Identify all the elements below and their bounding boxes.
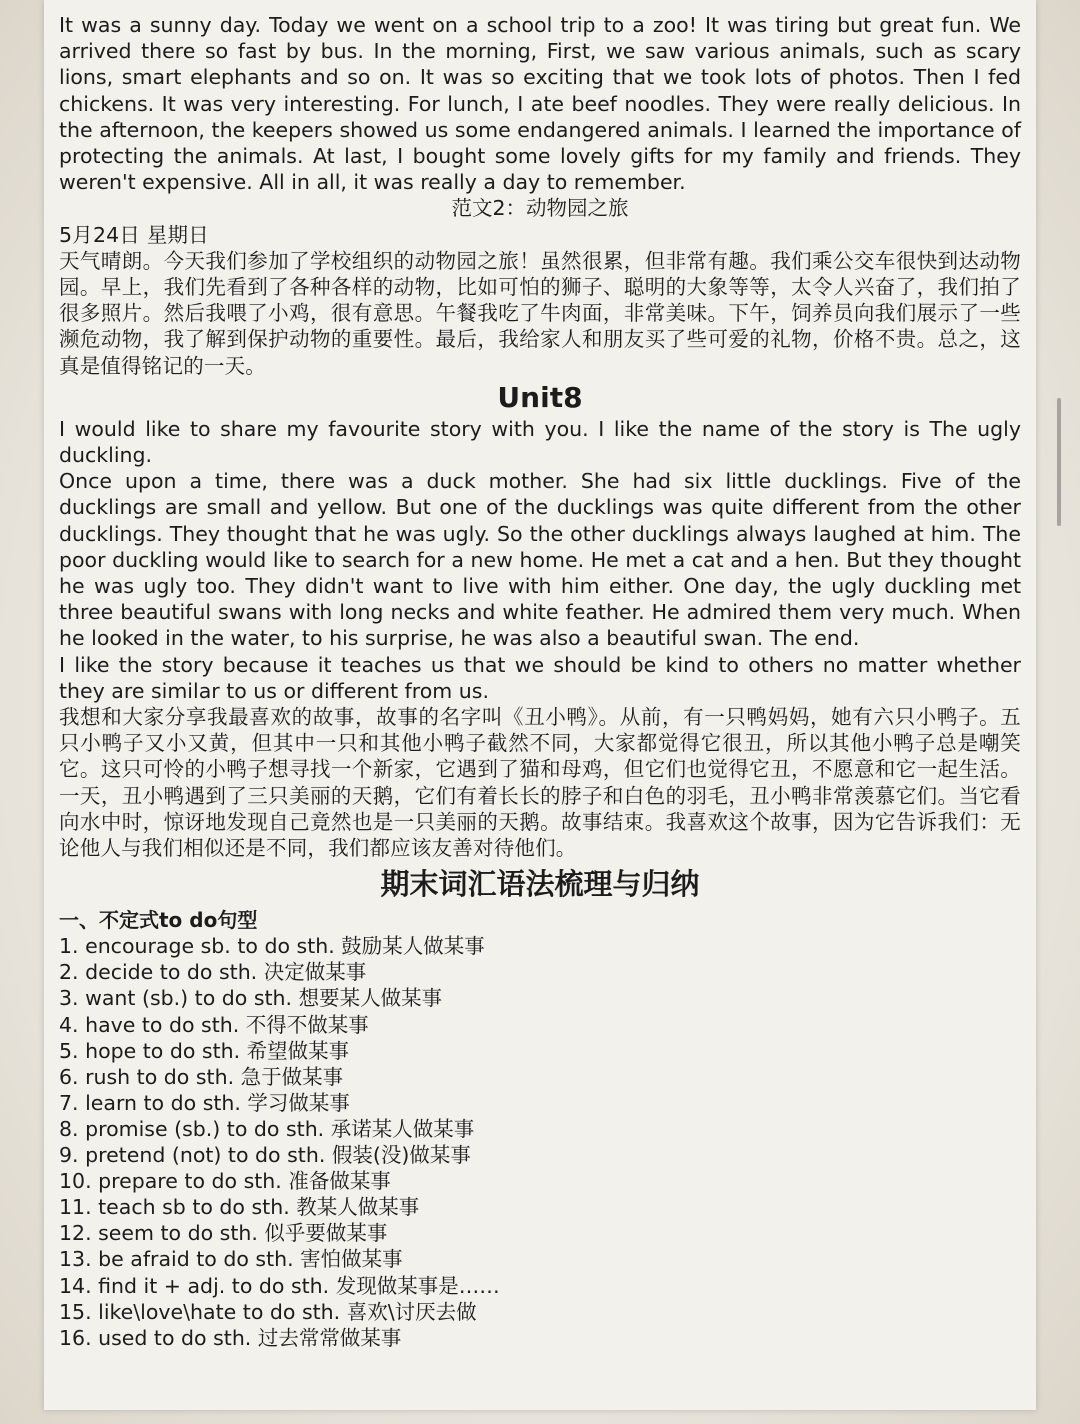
list-item: 16. used to do sth. 过去常常做某事: [59, 1325, 402, 1350]
zoo-trip-english-paragraph: It was a sunny day. Today we went on a school trip to a zoo! It was tiring but great fun. We arrived there so fast by bus. In the morning, First, we saw various animals, such as scary lions, smart elephants and so on. It was so exciting that we took lots of photos. Then I fed chickens. It was very interesting. For lunch, I ate beef noodles. They were really delicious. In the afternoon, the keepers showed us some endangered animals. I learned the importance of protecting the animals. At last, I bought some lovely gifts for my family and friends. They weren't expensive. All in all, it was really a day to remember.: [59, 13, 1021, 195]
list-item: 11. teach sb to do sth. 教某人做某事: [59, 1195, 420, 1220]
sample-2-title: 范文2：动物园之旅: [451, 196, 629, 221]
zoo-trip-chinese-paragraph: 天气晴朗。今天我们参加了学校组织的动物园之旅！虽然很累，但非常有趣。我们乘公交车很快到达动物园。早上，我们先看到了各种各样的动物，比如可怕的狮子、聪明的大象等等，太令人兴奋了，我们拍了很多照片。然后我喂了小鸡，很有意思。午餐我吃了牛肉面，非常美味。下午，饲养员向我们展示了一些濒危动物，我了解到保护动物的重要性。最后，我给家人和朋友买了些可爱的礼物，价格不贵。总之，这真是值得铭记的一天。: [59, 248, 1021, 378]
list-item: 10. prepare to do sth. 准备做某事: [59, 1169, 391, 1194]
sample-2-date: 5月24日 星期日: [59, 222, 209, 247]
list-item: 6. rush to do sth. 急于做某事: [59, 1064, 344, 1089]
document-page: [44, 0, 1036, 1410]
vertical-scrollbar[interactable]: [1057, 398, 1061, 526]
unit8-chinese-paragraph: 我想和大家分享我最喜欢的故事，故事的名字叫《丑小鸭》。从前，有一只鸭妈妈，她有六只小鸭子。五只小鸭子又小又黄，但其中一只和其他小鸭子截然不同，大家都觉得它很丑，所以其他小鸭子总是嘲笑它。这只可怜的小鸭子想寻找一个新家，它遇到了猫和母鸡，但它们也觉得它丑，不愿意和它一起生活。一天，丑小鸭遇到了三只美丽的天鹅，它们有着长长的脖子和白色的羽毛，丑小鸭非常羡慕它们。当它看向水中时，惊讶地发现自己竟然也是一只美丽的天鹅。故事结束。我喜欢这个故事，因为它告诉我们：无论他人与我们相似还是不同，我们都应该友善对待他们。: [59, 705, 1021, 861]
list-item: 9. pretend (not) to do sth. 假装(没)做某事: [59, 1143, 471, 1168]
unit8-intro-paragraph: I would like to share my favourite story with you. I like the name of the story is The ugly duckling.: [59, 416, 1021, 468]
list-item: 12. seem to do sth. 似乎要做某事: [59, 1221, 388, 1246]
list-item: 15. like\love\hate to do sth. 喜欢\讨厌去做: [59, 1299, 477, 1324]
document-content: [59, 12, 1021, 1351]
unit8-story-paragraph: Once upon a time, there was a duck mother. She had six little ducklings. Five of the ducklings are small and yellow. But one of the ducklings was quite different from the other ducklings. They thought that he was ugly. So the other ducklings always laughed at him. The poor duckling would like to search for a new home. He met a cat and a hen. But they thought he was ugly too. They didn't want to live with him either. One day, the ugly duckling met three beautiful swans with long necks and white feather. He admired them very much. When he looked in the water, to his surprise, he was also a beautiful swan. The end.: [59, 469, 1021, 651]
list-item: 8. promise (sb.) to do sth. 承诺某人做某事: [59, 1116, 475, 1141]
list-item: 7. learn to do sth. 学习做某事: [59, 1090, 350, 1115]
list-item: 13. be afraid to do sth. 害怕做某事: [59, 1247, 403, 1272]
list-item: 4. have to do sth. 不得不做某事: [59, 1012, 369, 1037]
unit8-conclusion-paragraph: I like the story because it teaches us that we should be kind to others no matter whether they are similar to us or different from us.: [59, 652, 1021, 703]
unit8-heading: Unit8: [497, 380, 583, 414]
list-item: 1. encourage sb. to do sth. 鼓励某人做某事: [59, 934, 485, 959]
list-item: 5. hope to do sth. 希望做某事: [59, 1038, 350, 1063]
list-item: 14. find it + adj. to do sth. 发现做某事是……: [59, 1273, 500, 1298]
infinitive-phrase-list: [59, 933, 1021, 1351]
review-title: 期末词汇语法梳理与归纳: [380, 867, 700, 902]
infinitive-section-heading: 一、不定式to do句型: [59, 908, 258, 933]
list-item: 3. want (sb.) to do sth. 想要某人做某事: [59, 986, 443, 1011]
list-item: 2. decide to do sth. 决定做某事: [59, 960, 367, 985]
